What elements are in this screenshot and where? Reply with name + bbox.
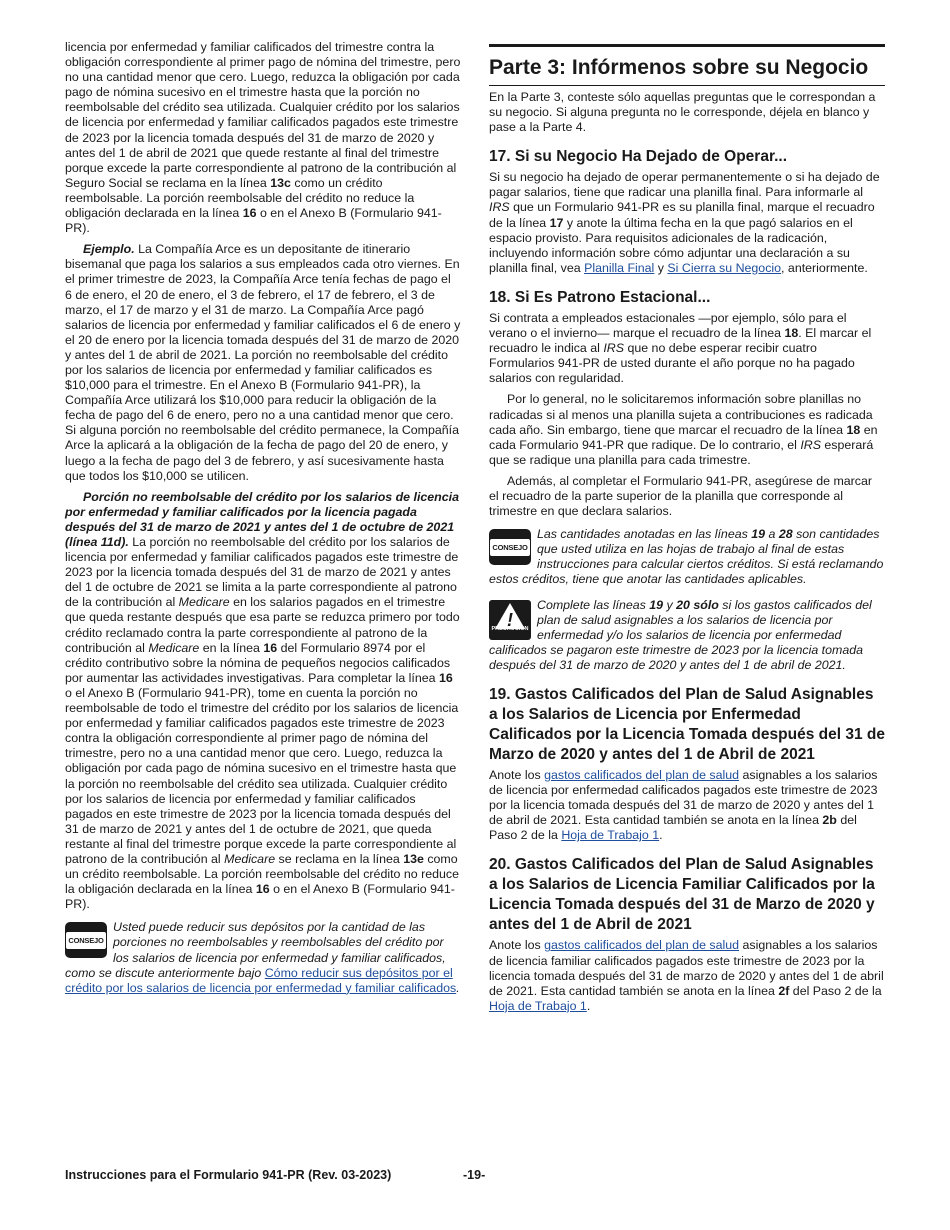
section-17-title: 17. Si su Negocio Ha Dejado de Operar... bbox=[489, 148, 788, 166]
tip-icon: CONSEJO bbox=[65, 922, 107, 958]
footer-form-title: Instrucciones para el Formulario 941-PR (Rev. 03-2023) bbox=[65, 1168, 392, 1182]
section-19-body: Anote los gastos calificados del plan de salud asignables a los salarios de licencia por enfermedad calificados pagados este trimestre de 2023 por la licencia tomada después del 31 de marzo de 2020 y antes del 1 de abril de 2021. Esta cantidad también se anota en la línea 2b del Paso 2 de la Hoja de Trabajo 1. bbox=[489, 768, 878, 843]
right-column bbox=[489, 40, 885, 1020]
link-reduce-deposits[interactable]: Cómo reducir sus depósitos por el crédito por los salarios de licencia por enfermedad y familiar calificados bbox=[65, 965, 457, 995]
example-paragraph: Ejemplo. La Compañía Arce es un depositante de itinerario bisemanal que paga los salarios a sus empleados cada otro viernes. En el primer trimestre de 2023, la Compañía Arce tenía fechas de pago el 6 de enero, el 20 de enero, el 3 de febrero, el 17 de febrero, el 3 de marzo, el 17 de marzo y el 31 de marzo. La Compañía Arce pagó salarios de licencia por enfermedad y familiar calificados el 6 de enero y el 20 de enero por la licencia tomada después del 31 de marzo de 2020 y antes del 1 de abril de 2021. La porción no reembolsable del crédito por los salarios de licencia por enfermedad y familiar calificados es $10,000 para el trimestre. En el Anexo B (Formulario 941-PR), la Compañía Arce utilizará los $10,000 para reducir la obligación de la fecha de pago del 6 de enero, pero no a una cantidad menor que cero. Si alguna porción no reembolsable del crédito permanece, la Compañía Arce la aplicará a la obligación de la fecha de pago del 20 de enero, y luego a la fecha de pago del 3 de febrero, y así sucesivamente hasta que todos los $10,000 se utilicen. bbox=[65, 242, 461, 483]
part-3-title: Parte 3: Infórmenos sobre su Negocio bbox=[489, 55, 885, 86]
svg-text:!: ! bbox=[507, 609, 513, 630]
caution-icon: ! PRECAUCION bbox=[489, 600, 531, 640]
tip-note-deposits: CONSEJO Usted puede reducir sus depósitos por la cantidad de las porciones no reembolsables y reembolsables del crédito por los salarios de licencia por enfermedad y familiar calificados, como se discute anteriormente bajo Cómo reducir sus depósitos por el crédito por los salarios de licencia por enfermedad y familiar calificados. bbox=[65, 920, 460, 995]
caution-note: ! PRECAUCION Complete las líneas 19 y 20 sólo si los gastos calificados del plan de salud asignables a los salarios de licencia por enfermedad y/o los salarios de licencia por enfermedad calificados se pagaron este trimestre de 2023 por la licencia tomada después del 31 de marzo de 2020 y antes del 1 de abril de 2021. bbox=[489, 597, 872, 672]
left-column bbox=[65, 40, 461, 1006]
paragraph-sick-leave-continued: licencia por enfermedad y familiar calificados del trimestre contra la obligación correspondiente al primer pago de nómina del trimestre, pero no una cantidad menor que cero. Luego, reduzca la obligación por cada pago de nómina sucesivo en el trimestre hasta que la porción no reembolsable del crédito sea utilizada. Cualquier crédito por los salarios de licencia por enfermedad y familiar calificados pagados este trimestre de 2023 por la licencia tomada después del 31 de marzo de 2020 y antes del 1 de abril de 2021 que quede restante al final del trimestre porque excede la parte correspondiente al patrono de la contribución al Seguro Social se reclama en la línea 13c como un crédito reembolsable. La porción reembolsable del crédito no reduce la obligación declarada en la línea 16 o en el Anexo B (Formulario 941-PR). bbox=[65, 40, 461, 236]
section-rule bbox=[489, 44, 885, 47]
link-planilla-final[interactable]: Planilla Final bbox=[584, 260, 655, 275]
link-gastos-plan-salud[interactable]: gastos calificados del plan de salud bbox=[544, 768, 740, 782]
nonrefundable-portion-paragraph: Porción no reembolsable del crédito por los salarios de licencia por enfermedad y familiar calificados por la licencia pagada después del 31 de marzo de 2021 y antes del 1 de octubre de 2021 (línea 11d). La porción no reembolsable del crédito por los salarios de licencia por enfermedad y familiar calificados pagados este trimestre de 2023 por la licencia tomada después del 31 de marzo de 2021 y antes del 1 de octubre de 2021 se limita a la parte correspondiente al patrono de la contribución al Medicare en los salarios pagados en el trimestre que queda restante después que esa parte se reduzca primero por todo crédito reclamado contra la parte correspondiente al patrono de la contribución al Medicare en la línea 16 del Formulario 8974 por el crédito contributivo sobre la nómina de pequeños negocios calificados por aumentar las actividades investigativas. Para completar la línea 16 o el Anexo B (Formulario 941-PR), tome en cuenta la porción no reembolsable de todo el trimestre del crédito por los salarios de licencia por enfermedad y familiar calificados pagados este trimestre de 2023 contra la obligación correspondiente al primer pago de nómina del trimestre, pero no a una cantidad menor que cero. Luego, reduzca la obligación por cada pago de nómina sucesivo en el trimestre hasta que la porción no reembolsable del crédito sea utilizada. Cualquier crédito por los salarios de licencia por enfermedad y familiar calificados pagados en este trimestre de 2023 por la licencia tomada después del 31 de marzo de 2021 y antes del 1 de octubre de 2021, que queda restante al final del trimestre porque excede la parte correspondiente al patrono de la contribución al Medicare se reclama en la línea 13e como un crédito reembolsable. La porción reembolsable del crédito no reduce la obligación declarada en la línea 16 o en el Anexo B (Formulario 941-PR). bbox=[65, 489, 460, 912]
section-20-title: 20. Gastos Calificados del Plan de Salud Asignables a los Salarios de Licencia Familiar Calificados por la Licencia Tomada después del 31 de Marzo de 2020 y antes del 1 de Abril de 2021 bbox=[489, 856, 875, 934]
section-17-body: Si su negocio ha dejado de operar permanentemente o si ha dejado de pagar salarios, tiene que radicar una planilla final. Para informarle al IRS que un Formulario 941-PR es su planilla final, marque el recuadro de la línea 17 y anote la última fecha en la que pagó salarios en el espacio provisto. Para requisitos adicionales de la radicación, incluyendo información sobre cómo adjuntar una declaración a su planilla final, vea Planilla Final y Si Cierra su Negocio, anteriormente. bbox=[489, 170, 880, 275]
link-hoja-trabajo-1[interactable]: Hoja de Trabajo 1 bbox=[561, 828, 660, 843]
section-18-body-3: Además, al completar el Formulario 941-PR, asegúrese de marcar el recuadro de la parte superior de la planilla que corresponde al trimestre en que declara salarios. bbox=[489, 473, 872, 519]
section-18-title: 18. Si Es Patrono Estacional... bbox=[489, 288, 711, 306]
tip-note-lines: CONSEJO Las cantidades anotadas en las líneas 19 a 28 son cantidades que usted utiliza en las hojas de trabajo al final de estas instrucciones para calcular ciertos créditos. Si está reclamando estos créditos, tiene que anotar las cantidades aplicables. bbox=[489, 527, 884, 587]
section-20-body: Anote los gastos calificados del plan de salud asignables a los salarios de licencia familiar calificados pagados este trimestre de 2023 por la licencia tomada después del 31 de marzo de 2020 y antes del 1 de abril de 2021. Esta cantidad también se anota en la línea 2f del Paso 2 de la Hoja de Trabajo 1. bbox=[489, 938, 884, 1013]
section-18-body-2: Por lo general, no le solicitaremos información sobre planillas no radicadas si al menos una planilla sujeta a contribuciones es radicada cada año. Sin embargo, tiene que marcar el recuadro de la línea 18 en cada Formulario 941-PR que radique. De lo contrario, el IRS esperará que se radique una planilla para cada trimestre. bbox=[489, 392, 878, 467]
page-footer bbox=[65, 1168, 885, 1182]
section-18-body-1: Si contrata a empleados estacionales —por ejemplo, sólo para el verano o el invierno— marque el recuadro de la línea 18. El marcar el recuadro le indica al IRS que no debe esperar recibir cuatro Formularios 941-PR de usted durante el año porque no ha pagado salarios con regularidad. bbox=[489, 310, 872, 386]
link-gastos-plan-salud[interactable]: gastos calificados del plan de salud bbox=[544, 938, 740, 953]
page-number: -19- bbox=[463, 1168, 486, 1182]
link-si-cierra-negocio[interactable]: Si Cierra su Negocio bbox=[667, 260, 782, 275]
part-3-intro: En la Parte 3, conteste sólo aquellas preguntas que le correspondan a su negocio. Si alguna pregunta no le corresponde, déjela en blanco y pase a la Parte 4. bbox=[489, 90, 876, 135]
link-hoja-trabajo-1[interactable]: Hoja de Trabajo 1 bbox=[489, 998, 587, 1013]
section-19-title: 19. Gastos Calificados del Plan de Salud Asignables a los Salarios de Licencia por Enfermedad Calificados por la Licencia Tomada después del 31 de Marzo de 2020 y antes del 1 de Abril de 2021 bbox=[489, 686, 885, 763]
tip-icon: CONSEJO bbox=[489, 529, 531, 565]
